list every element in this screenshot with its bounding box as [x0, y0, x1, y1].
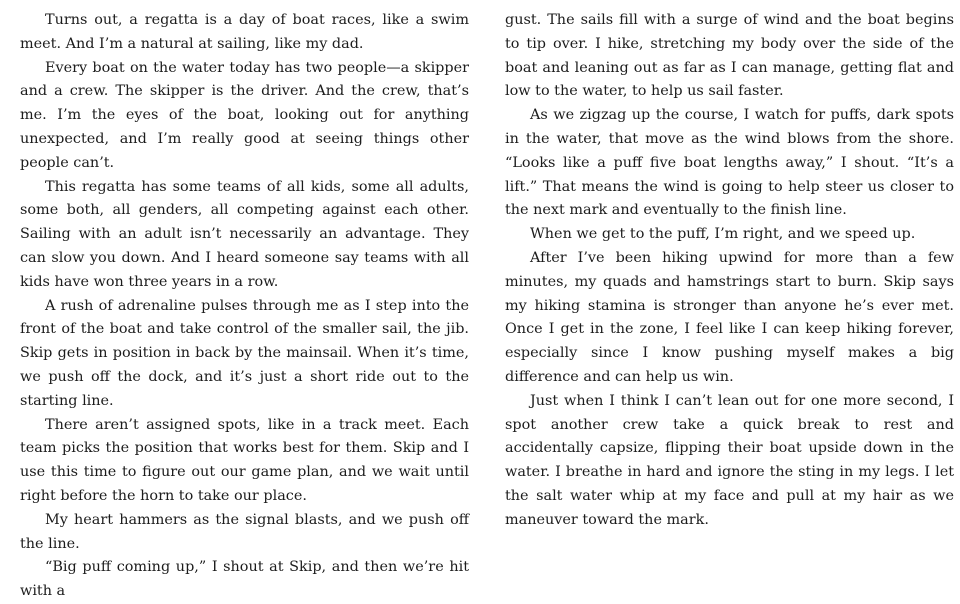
- left-text-column: [20, 9, 469, 604]
- paragraph: This regatta has some teams of all kids, some all adults, some both, all genders, all competing against each other. Sailing with an adult isn’t necessarily an advantage. They can slow you down. And I heard someone say teams with all kids have won three years in a row.: [20, 178, 469, 290]
- paragraph: Every boat on the water today has two people—a skipper and a crew. The skipper is the driver. And the crew, that’s me. I’m the eyes of the boat, looking out for anything unexpected, and I’m really good at seeing things other people can’t.: [20, 59, 469, 171]
- paragraph: My heart hammers as the signal blasts, and we push off the line.: [20, 511, 469, 552]
- paragraph: There aren’t assigned spots, like in a track meet. Each team picks the position that works best for them. Skip and I use this time to figure out our game plan, and we wait until right before the horn to take our place.: [20, 416, 469, 504]
- paragraph: After I’ve been hiking upwind for more than a few minutes, my quads and hamstrings start to burn. Skip says my hiking stamina is stronger than anyone he’s ever met. Once I get in the zone, I feel like I can keep hiking forever, especially since I know pushing myself makes a big difference and can help us win.: [505, 249, 954, 385]
- paragraph: When we get to the puff, I’m right, and we speed up.: [530, 226, 916, 243]
- paragraph: “Big puff coming up,” I shout at Skip, and then we’re hit with a: [20, 559, 469, 600]
- paragraph: Just when I think I can’t lean out for one more second, I spot another crew take a quick break to rest and accidentally capsize, flipping their boat upside down in the water. I breathe in hard and ignore the sting in my legs. I let the salt water whip at my face and pull at my hair as we maneuver toward the mark.: [505, 392, 954, 528]
- paragraph: Turns out, a regatta is a day of boat races, like a swim meet. And I’m a natural at sailing, like my dad.: [20, 12, 469, 52]
- continued-paragraph: gust. The sails fill with a surge of wind and the boat begins to tip over. I hike, stretching my body over the side of the boat and leaning out as far as I can manage, getting flat and low to the water, to help us sail faster.: [505, 12, 954, 100]
- right-text-column: [505, 9, 954, 533]
- paragraph: A rush of adrenaline pulses through me as I step into the front of the boat and take control of the smaller sail, the jib. Skip gets in position in back by the mainsail. When it’s time, we push off the dock, and it’s just a short ride out to the starting line.: [20, 297, 469, 409]
- paragraph: As we zigzag up the course, I watch for puffs, dark spots in the water, that move as the wind blows from the shore. “Looks like a puff five boat lengths away,” I shout. “It’s a lift.” That means the wind is going to help steer us closer to the next mark and eventually to the finish line.: [505, 107, 954, 219]
